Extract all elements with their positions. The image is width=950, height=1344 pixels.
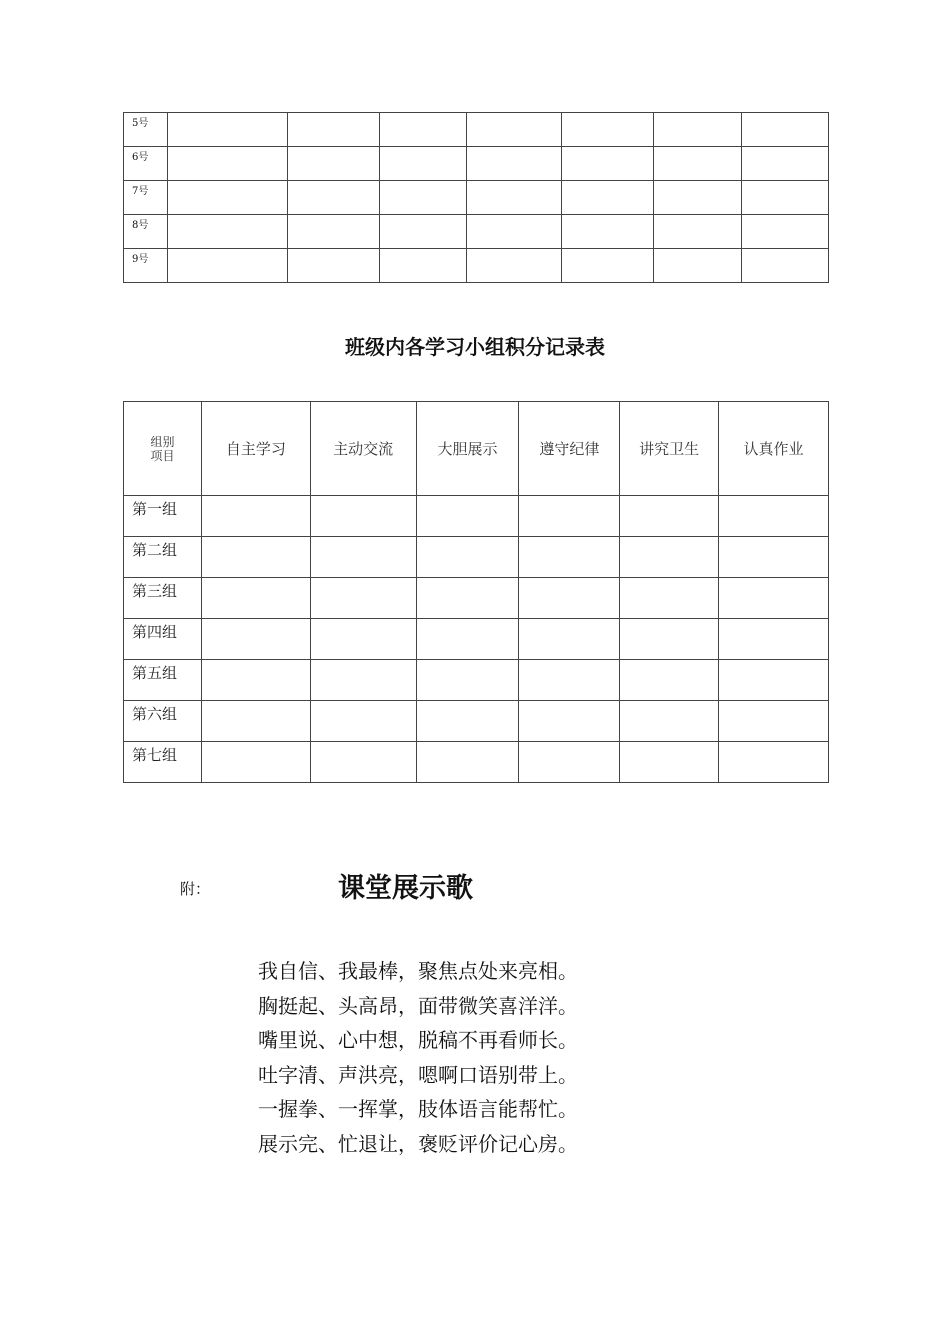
score-cell[interactable] xyxy=(287,215,379,249)
song-title: 课堂展示歌 xyxy=(338,873,473,904)
row-label: 5号 xyxy=(124,113,168,147)
group-score-table xyxy=(123,401,829,783)
table-row xyxy=(124,113,829,147)
lyric-line: 嘴里说、心中想，脱稿不再看师长。 xyxy=(258,1028,578,1052)
table-row xyxy=(124,249,829,283)
row-label: 7号 xyxy=(124,181,168,215)
score-cell[interactable] xyxy=(467,147,562,181)
score-cell[interactable] xyxy=(287,113,379,147)
score-cell[interactable] xyxy=(719,619,829,660)
score-cell[interactable] xyxy=(310,496,416,537)
table-row xyxy=(124,660,829,701)
column-header: 主动交流 xyxy=(310,402,416,496)
score-cell[interactable] xyxy=(467,249,562,283)
lyric-line: 一握拳、一挥掌，肢体语言能帮忙。 xyxy=(258,1097,578,1121)
score-cell[interactable] xyxy=(167,215,287,249)
score-cell[interactable] xyxy=(467,181,562,215)
score-cell[interactable] xyxy=(620,537,719,578)
score-cell[interactable] xyxy=(562,249,654,283)
score-cell[interactable] xyxy=(416,660,519,701)
score-cell[interactable] xyxy=(310,701,416,742)
score-cell[interactable] xyxy=(416,496,519,537)
score-cell[interactable] xyxy=(719,742,829,783)
score-cell[interactable] xyxy=(620,742,719,783)
column-header: 自主学习 xyxy=(201,402,310,496)
score-cell[interactable] xyxy=(379,181,467,215)
column-header: 大胆展示 xyxy=(416,402,519,496)
score-cell[interactable] xyxy=(416,578,519,619)
lyric-line: 胸挺起、头高昂，面带微笑喜洋洋。 xyxy=(258,993,578,1018)
score-cell[interactable] xyxy=(416,701,519,742)
score-cell[interactable] xyxy=(519,660,620,701)
score-cell[interactable] xyxy=(620,578,719,619)
score-cell[interactable] xyxy=(167,113,287,147)
score-cell[interactable] xyxy=(416,742,519,783)
score-cell[interactable] xyxy=(654,113,742,147)
member-score-table xyxy=(123,112,829,283)
row-label: 8号 xyxy=(124,215,168,249)
score-cell[interactable] xyxy=(742,181,829,215)
group-label: 第四组 xyxy=(124,619,202,660)
score-cell[interactable] xyxy=(201,701,310,742)
score-cell[interactable] xyxy=(719,660,829,701)
group-label: 第三组 xyxy=(124,578,202,619)
column-header: 遵守纪律 xyxy=(519,402,620,496)
table-row xyxy=(124,742,829,783)
score-cell[interactable] xyxy=(310,742,416,783)
lyric-line: 我自信、我最棒，聚焦点处来亮相。 xyxy=(258,959,578,983)
row-label: 9号 xyxy=(124,249,168,283)
score-cell[interactable] xyxy=(519,701,620,742)
score-cell[interactable] xyxy=(654,249,742,283)
score-cell[interactable] xyxy=(416,537,519,578)
table-row xyxy=(124,147,829,181)
score-cell[interactable] xyxy=(742,249,829,283)
table-row xyxy=(124,215,829,249)
score-cell[interactable] xyxy=(467,215,562,249)
score-cell[interactable] xyxy=(201,742,310,783)
table-header-row xyxy=(124,402,829,496)
score-cell[interactable] xyxy=(562,147,654,181)
score-cell[interactable] xyxy=(654,181,742,215)
score-cell[interactable] xyxy=(310,578,416,619)
score-cell[interactable] xyxy=(742,147,829,181)
table-row xyxy=(124,578,829,619)
group-label: 第七组 xyxy=(124,742,202,783)
group-label: 第六组 xyxy=(124,701,202,742)
song-lyrics xyxy=(258,954,578,1161)
score-cell[interactable] xyxy=(620,496,719,537)
score-cell[interactable] xyxy=(742,215,829,249)
score-cell[interactable] xyxy=(620,619,719,660)
corner-bottom-label: 项目 xyxy=(150,448,175,463)
score-cell[interactable] xyxy=(310,537,416,578)
score-cell[interactable] xyxy=(416,619,519,660)
corner-header xyxy=(124,402,202,496)
score-cell[interactable] xyxy=(201,537,310,578)
score-cell[interactable] xyxy=(719,701,829,742)
group-label: 第五组 xyxy=(124,660,202,701)
score-cell[interactable] xyxy=(379,215,467,249)
score-cell[interactable] xyxy=(310,660,416,701)
score-cell[interactable] xyxy=(167,249,287,283)
column-header: 讲究卫生 xyxy=(620,402,719,496)
score-cell[interactable] xyxy=(201,496,310,537)
lyric-line: 展示完、忙退让，褒贬评价记心房。 xyxy=(258,1131,578,1156)
score-cell[interactable] xyxy=(201,660,310,701)
column-header: 认真作业 xyxy=(719,402,829,496)
row-label: 6号 xyxy=(124,147,168,181)
corner-top-label: 组别 xyxy=(150,434,175,449)
score-cell[interactable] xyxy=(167,181,287,215)
score-cell[interactable] xyxy=(310,619,416,660)
score-cell[interactable] xyxy=(519,742,620,783)
score-cell[interactable] xyxy=(562,113,654,147)
score-cell[interactable] xyxy=(287,249,379,283)
score-cell[interactable] xyxy=(519,496,620,537)
table-row xyxy=(124,619,829,660)
score-cell[interactable] xyxy=(519,537,620,578)
score-cell[interactable] xyxy=(519,619,620,660)
score-cell[interactable] xyxy=(562,181,654,215)
score-cell[interactable] xyxy=(467,113,562,147)
score-cell[interactable] xyxy=(620,701,719,742)
group-label: 第一组 xyxy=(124,496,202,537)
score-cell[interactable] xyxy=(167,147,287,181)
score-cell[interactable] xyxy=(562,215,654,249)
score-cell[interactable] xyxy=(654,147,742,181)
table-row xyxy=(124,496,829,537)
score-cell[interactable] xyxy=(620,660,719,701)
score-cell[interactable] xyxy=(519,578,620,619)
score-cell[interactable] xyxy=(201,578,310,619)
score-cell[interactable] xyxy=(201,619,310,660)
score-cell[interactable] xyxy=(379,147,467,181)
score-cell[interactable] xyxy=(742,113,829,147)
score-cell[interactable] xyxy=(719,578,829,619)
score-cell[interactable] xyxy=(379,249,467,283)
score-cell[interactable] xyxy=(654,215,742,249)
page-title: 班级内各学习小组积分记录表 xyxy=(345,335,605,359)
table-row xyxy=(124,181,829,215)
table-row xyxy=(124,537,829,578)
appendix-prefix: 附： xyxy=(180,880,211,898)
score-cell[interactable] xyxy=(287,181,379,215)
score-cell[interactable] xyxy=(719,537,829,578)
lyric-line: 吐字清、声洪亮，嗯啊口语别带上。 xyxy=(258,1062,578,1087)
score-cell[interactable] xyxy=(719,496,829,537)
score-cell[interactable] xyxy=(287,147,379,181)
score-cell[interactable] xyxy=(379,113,467,147)
table-row xyxy=(124,701,829,742)
group-label: 第二组 xyxy=(124,537,202,578)
